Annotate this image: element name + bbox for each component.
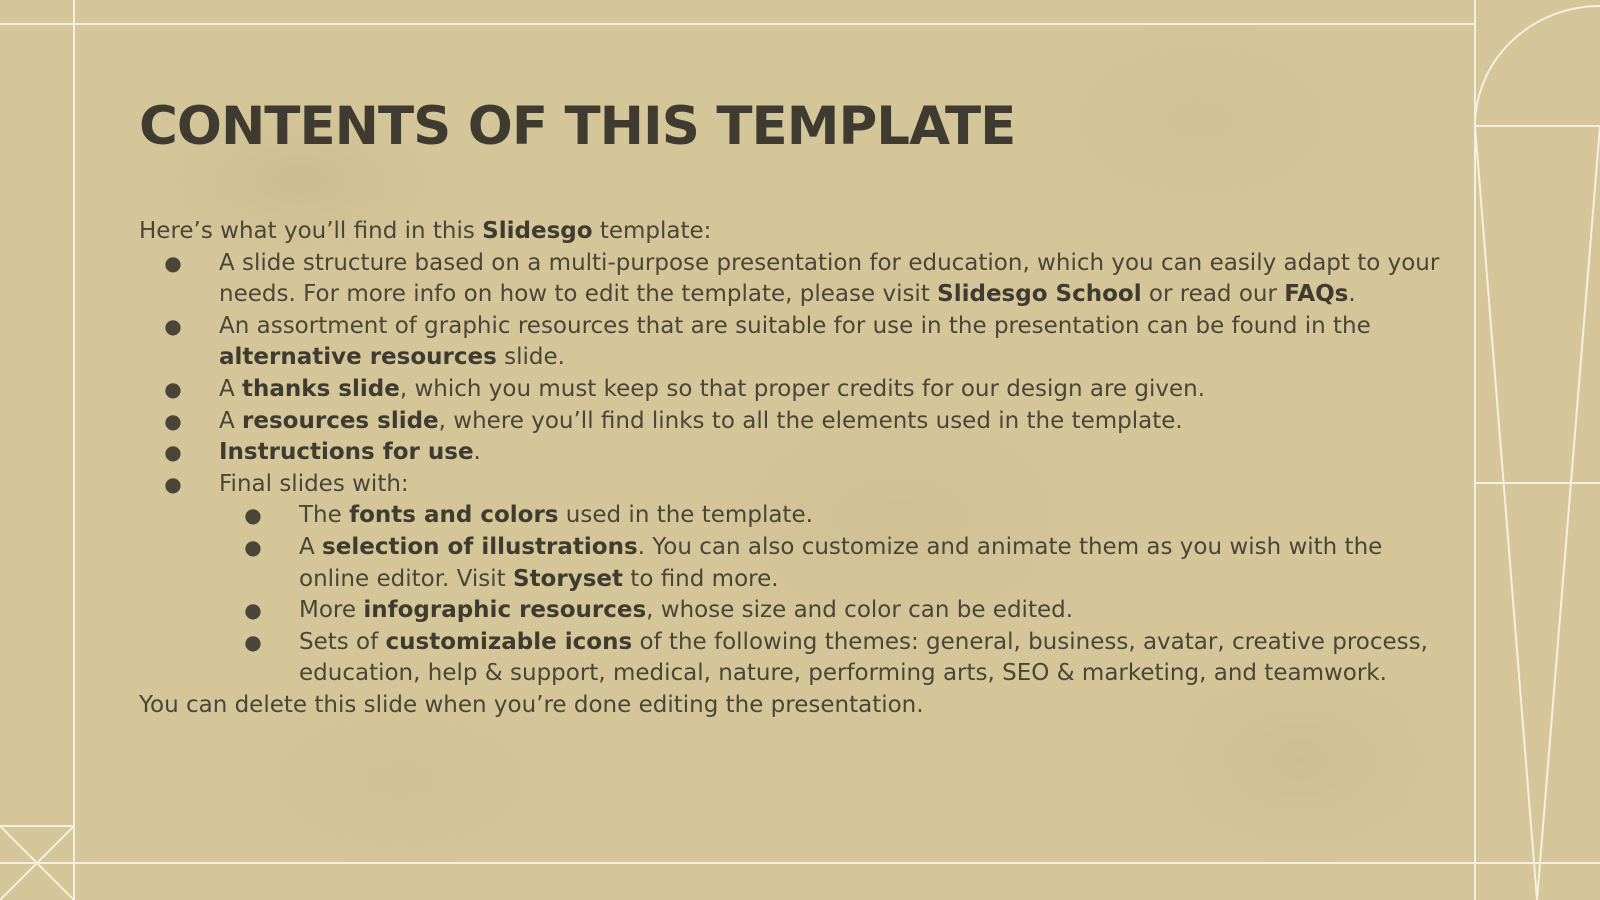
sub-list-item: ● More infographic resources, whose size and color can be edited. bbox=[219, 595, 1459, 627]
bullet-icon: ● bbox=[164, 313, 182, 338]
outro-text: You can delete this slide when you’re done editing the presentation. bbox=[139, 691, 924, 718]
sub-list-item: ● A selection of illustrations. You can also customize and animate them as you wish with the online editor. Visit Storyset to find more. bbox=[244, 533, 1383, 592]
slide-body bbox=[139, 216, 1459, 722]
intro-text: Here’s what you’ll find in this Slidesgo template: bbox=[139, 218, 712, 244]
list-item: ● A resources slide, where you’ll find links to all the elements used in the template. bbox=[139, 406, 1459, 438]
contents-list bbox=[139, 248, 1459, 690]
bullet-icon: ● bbox=[164, 250, 182, 275]
bullet-icon: ● bbox=[244, 598, 262, 623]
bullet-icon: ● bbox=[244, 534, 262, 559]
bullet-icon: ● bbox=[164, 440, 182, 465]
list-item: ● Final slides with: ● The fonts and colors used in the template. ● A selection of illustrations. You can also customize and animate them as you wish with the online editor. Visit Storyset to find more. ● More infographic resources, whose size and color can be edited. ● Sets of customizable icons of the following themes: general, business, avatar, creative process, education, help & support, medical, nature, performing arts, SEO & marketing, and teamwork. bbox=[139, 469, 1459, 690]
page-title: CONTENTS OF THIS TEMPLATE bbox=[139, 96, 1016, 157]
list-item: ● An assortment of graphic resources that are suitable for use in the presentation can be found in the alternative resources slide. bbox=[164, 312, 1371, 371]
list-item: ● A slide structure based on a multi-purpose presentation for education, which you can easily adapt to your needs. For more info on how to edit the template, please visit Slidesgo School or read our FAQs. bbox=[164, 249, 1440, 308]
sub-list-item: ● Sets of customizable icons of the following themes: general, business, avatar, creative process, education, help & support, medical, nature, performing arts, SEO & marketing, and teamwork. bbox=[244, 628, 1428, 687]
sub-list-item: ● The fonts and colors used in the template. bbox=[219, 500, 1459, 532]
bullet-icon: ● bbox=[164, 408, 182, 433]
list-item: ● Instructions for use. bbox=[139, 437, 1459, 469]
bullet-icon: ● bbox=[164, 376, 182, 401]
sub-list bbox=[219, 500, 1459, 690]
list-item: ● A thanks slide, which you must keep so that proper credits for our design are given. bbox=[139, 374, 1459, 406]
bullet-icon: ● bbox=[244, 503, 262, 528]
bullet-icon: ● bbox=[164, 471, 182, 496]
bullet-icon: ● bbox=[244, 629, 262, 654]
